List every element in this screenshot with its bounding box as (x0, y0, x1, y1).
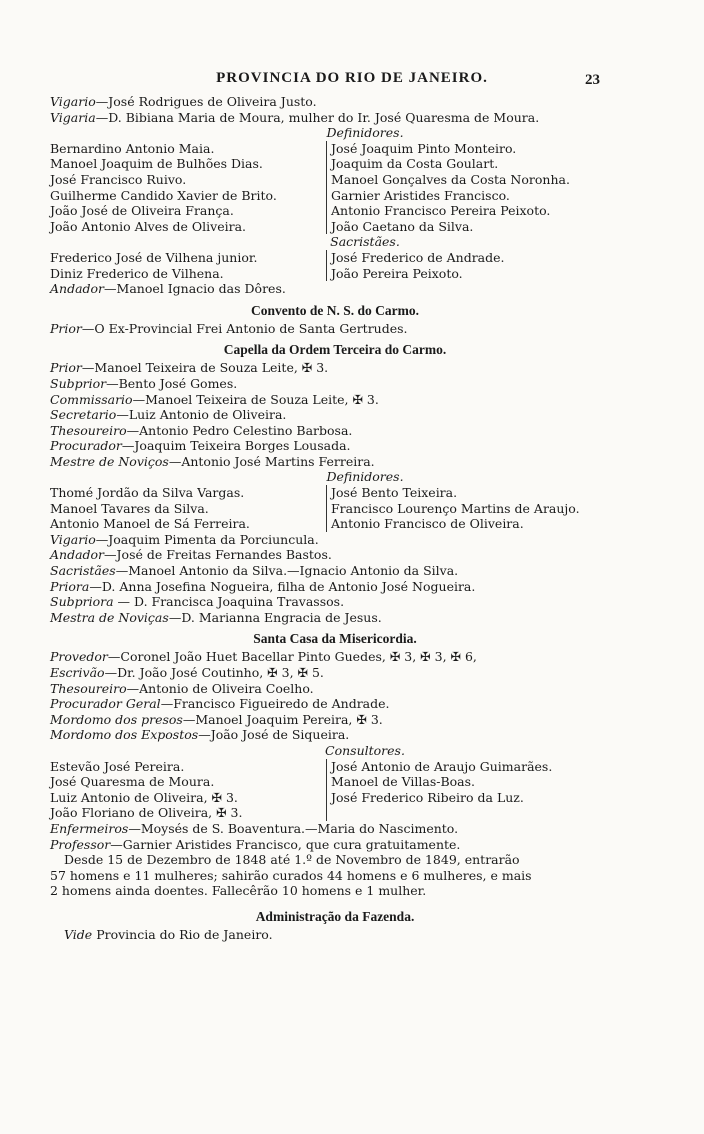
entry-text: —Coronel João Huet Bacellar Pinto Guedes, ✠ 3, ✠ 3, ✠ 6, (107, 649, 477, 665)
list-item: Thomé Jordão da Silva Vargas. (50, 485, 245, 501)
list-item: Guilherme Candido Xavier de Brito. (50, 187, 277, 203)
page-content (50, 94, 620, 943)
officer-line (50, 681, 620, 697)
entry-text: —Garnier Aristides Francisco, que cura gratuitamente. (110, 836, 461, 852)
list-item: José Bento Teixeira. (331, 485, 458, 501)
role-label: Priora (50, 578, 90, 594)
officer-line (50, 821, 620, 837)
role-label: Prior (50, 360, 82, 376)
role-label: Thesoureiro (50, 680, 127, 696)
right-column (326, 141, 621, 235)
entry-text: —Antonio de Oliveira Coelho. (126, 680, 314, 696)
left-column (50, 250, 326, 281)
section-title-capella: Capella da Ordem Terceira do Carmo. (223, 342, 447, 358)
entry-text: —José Rodrigues de Oliveira Justo. (95, 94, 317, 109)
list-item: Francisco Lourenço Martins de Araujo. (331, 500, 580, 516)
vigario-line (50, 94, 620, 110)
role-label: Escrivão (50, 665, 105, 680)
role-label: Procurador Geral (50, 696, 161, 712)
entry-text: —O Ex-Provincial Frei Antonio de Santa Gertrudes. (81, 320, 408, 336)
list-item: João Caetano da Silva. (331, 218, 474, 234)
entry-text: —Bento José Gomes. (106, 375, 238, 391)
role-label: Vigaria (50, 109, 96, 125)
list-item: João Pereira Peixoto. (331, 265, 463, 281)
list-item: Luiz Antonio de Oliveira, ✠ 3. (50, 789, 238, 805)
running-title: PROVINCIA DO RIO DE JANEIRO. (216, 70, 488, 86)
entry-text: — D. Francisca Joaquina Travassos. (113, 594, 345, 610)
officer-line (50, 454, 620, 470)
list-item: João José de Oliveira França. (50, 203, 234, 219)
officer-line (50, 837, 620, 853)
left-column (50, 759, 326, 821)
officer-line (50, 360, 620, 376)
prior-line (50, 321, 620, 337)
officer-line (50, 594, 620, 610)
entry-text: —D. Anna Josefina Nogueira, filha de Antonio José Nogueira. (89, 578, 476, 594)
role-label: Andador (50, 281, 105, 297)
role-label: Mestra de Noviças (50, 609, 169, 625)
list-item: Antonio Francisco de Oliveira. (331, 516, 524, 532)
role-label: Vide (64, 926, 93, 942)
list-item: Manoel de Villas-Boas. (331, 774, 476, 790)
list-item: José Antonio de Araujo Guimarães. (331, 758, 553, 774)
officer-line (50, 407, 620, 423)
officer-line (50, 532, 620, 548)
page-number: 23 (585, 72, 600, 88)
role-label: Subpriora (50, 594, 114, 610)
officer-line (50, 563, 620, 579)
list-item: José Frederico de Andrade. (331, 249, 505, 265)
right-column (326, 250, 621, 281)
entry-text: —Antonio José Martins Ferreira. (168, 453, 375, 469)
role-label: Mordomo dos presos (50, 711, 183, 727)
role-label: Secretario (50, 407, 117, 423)
list-item: João Floriano de Oliveira, ✠ 3. (50, 805, 243, 821)
role-label: Thesoureiro (50, 422, 127, 438)
definidores-heading: Definidores. (326, 125, 404, 141)
paragraph-line: Desde 15 de Dezembro de 1848 até 1.º de Novembro de 1849, entrarão (64, 852, 520, 868)
role-label: Procurador (50, 438, 122, 454)
officer-line (50, 610, 620, 626)
entry-text: —Manoel Teixeira de Souza Leite, ✠ 3. (132, 391, 379, 407)
sacristaes-columns (50, 250, 620, 281)
entry-text: —Antonio Pedro Celestino Barbosa. (126, 422, 353, 438)
vigaria-line (50, 110, 620, 126)
section-title-fazenda: Administração da Fazenda. (255, 908, 415, 924)
officer-line (50, 649, 620, 665)
paragraph-line: 2 homens ainda doentes. Fallecêrão 10 homens e 1 mulher. (50, 883, 427, 899)
role-label: Mordomo dos Expostos (50, 727, 199, 743)
list-item (331, 805, 621, 821)
entry-text: —José de Freitas Fernandes Bastos. (104, 547, 332, 563)
role-label: Mestre de Noviços (50, 453, 169, 469)
list-item: José Frederico Ribeiro da Luz. (331, 789, 524, 805)
role-label: Subprior (50, 375, 107, 391)
capella-definidores-columns (50, 485, 620, 532)
role-label: Vigario (50, 531, 96, 547)
capella-definidores-heading: Definidores. (326, 469, 404, 485)
right-column (326, 485, 621, 532)
entry-text: Provincia do Rio de Janeiro. (92, 926, 273, 942)
officer-line (50, 579, 620, 595)
left-column (50, 485, 326, 532)
section-title-convento: Convento de N. S. do Carmo. (250, 302, 419, 318)
consultores-heading: Consultores. (325, 742, 405, 758)
entry-text: —Joaquim Teixeira Borges Lousada. (121, 438, 351, 454)
sacristaes-heading: Sacristães. (330, 234, 400, 250)
list-item: José Francisco Ruivo. (50, 171, 187, 187)
entry-text: —João José de Siqueira. (198, 727, 350, 743)
list-item: José Joaquim Pinto Monteiro. (331, 140, 517, 156)
list-item: Frederico José de Vilhena junior. (50, 249, 258, 265)
entry-text: —Manoel Ignacio das Dôres. (104, 281, 286, 297)
role-label: Andador (50, 547, 105, 563)
officer-line (50, 696, 620, 712)
officer-line (50, 712, 620, 728)
list-item: Joaquim da Costa Goulart. (331, 156, 499, 172)
list-item: João Antonio Alves de Oliveira. (50, 218, 247, 234)
list-item: Diniz Frederico de Vilhena. (50, 265, 224, 281)
role-label: Prior (50, 320, 82, 336)
officer-line (50, 727, 620, 743)
list-item: Antonio Francisco Pereira Peixoto. (331, 203, 551, 219)
role-label: Provedor (50, 649, 108, 665)
list-item: José Quaresma de Moura. (50, 774, 215, 790)
entry-text: —Francisco Figueiredo de Andrade. (160, 696, 390, 712)
entry-text: —Manoel Teixeira de Souza Leite, ✠ 3. (81, 360, 329, 376)
consultores-columns (50, 759, 620, 821)
list-item: Estevão José Pereira. (50, 758, 185, 774)
andador-line (50, 281, 620, 297)
entry-text: —Moysés de S. Boaventura.—Maria do Nascimento. (128, 820, 459, 836)
officer-line (50, 423, 620, 439)
vide-line (50, 927, 620, 943)
entry-text: —Manoel Joaquim Pereira, ✠ 3. (182, 711, 383, 727)
officer-line (50, 665, 620, 681)
role-label: Commissario (50, 391, 133, 407)
role-label: Vigario (50, 94, 96, 109)
entry-text: —Dr. João José Coutinho, ✠ 3, ✠ 5. (104, 665, 324, 680)
list-item: Antonio Manoel de Sá Ferreira. (50, 516, 250, 532)
entry-text: —Luiz Antonio de Oliveira. (116, 407, 287, 423)
role-label: Enfermeiros (50, 820, 129, 836)
list-item: Manoel Gonçalves da Costa Noronha. (331, 171, 570, 187)
list-item: Bernardino Antonio Maia. (50, 140, 215, 156)
entry-text: —D. Marianna Engracia de Jesus. (168, 609, 382, 625)
entry-text: —Manoel Antonio da Silva.—Ignacio Antonio da Silva. (115, 563, 459, 579)
left-column (50, 141, 326, 235)
officer-line (50, 438, 620, 454)
section-title-santa-casa: Santa Casa da Misericordia. (253, 631, 417, 647)
paragraph-line: 57 homens e 11 mulheres; sahirão curados 44 homens e 6 mulheres, e mais (50, 867, 532, 883)
definidores-columns (50, 141, 620, 235)
list-item: Manoel Joaquim de Bulhões Dias. (50, 156, 263, 172)
list-item: Garnier Aristides Francisco. (331, 187, 510, 203)
right-column (326, 759, 621, 821)
entry-text: —Joaquim Pimenta da Porciuncula. (95, 531, 319, 547)
role-label: Professor (50, 836, 111, 852)
entry-text: —D. Bibiana Maria de Moura, mulher do Ir. José Quaresma de Moura. (95, 109, 540, 125)
page-header (0, 70, 704, 92)
list-item: Manoel Tavares da Silva. (50, 500, 209, 516)
officer-line (50, 547, 620, 563)
officer-line (50, 392, 620, 408)
officer-line (50, 376, 620, 392)
role-label: Sacristães (50, 563, 116, 579)
